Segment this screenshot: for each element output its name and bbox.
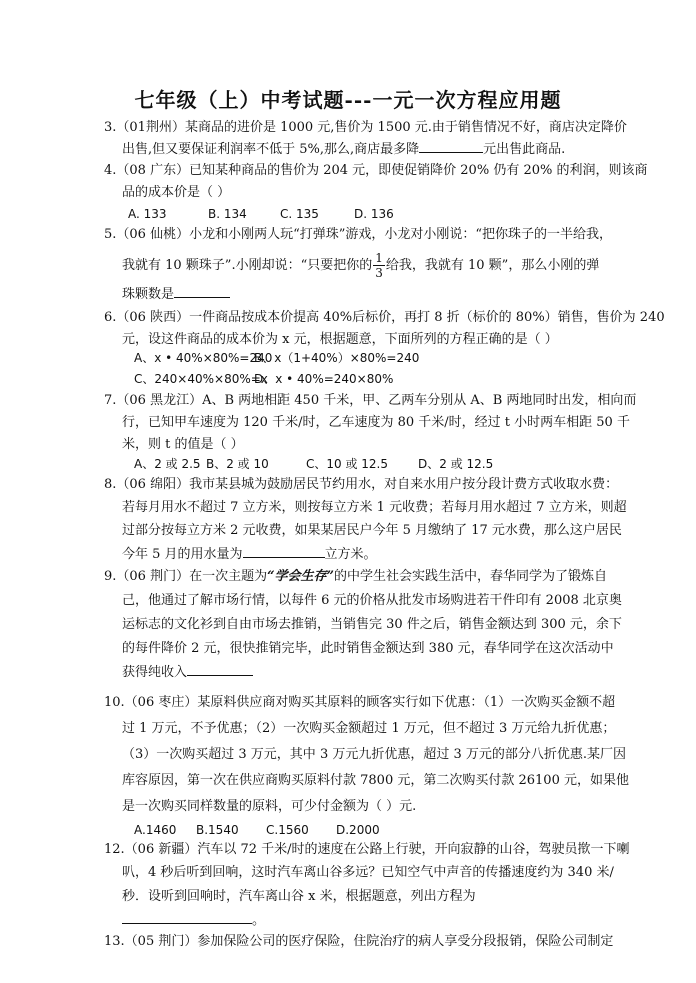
q6-option-a: A、x • 40%×80%=240: [134, 351, 273, 365]
q10-line-3: （3）一次购买超过 3 万元，其中 3 万元九折优惠，超过 3 万元的部分八折优惠.某厂因: [122, 747, 627, 762]
q9-line-4: 的每件降价 2 元，很快推销完毕，此时销售金额达到 380 元，春华同学在这次活动中: [122, 641, 614, 656]
q7-line-3: 米，则 t 的值是（ ）: [122, 437, 244, 452]
q6-option-d: D、x • 40%=240×80%: [254, 372, 394, 386]
q12-line-1: 12.（06 新疆）汽车以 72 千米/时的速度在公路上行驶，开向寂静的山谷，驾驶员揿一下喇: [104, 842, 630, 857]
q10-option-a: A.1460: [134, 823, 177, 837]
q8-line-2: 若每月用水不超过 7 立方米，则按每立方米 1 元收费；若每月用水超过 7 立方米，则超: [122, 500, 627, 515]
q4-option-a: A. 133: [128, 207, 167, 221]
q10-option-c: C.1560: [266, 823, 309, 837]
q5-line-2: 我就有 10 颗珠子”.小刚却说：“只要把你的 $\frac{1}{3}$ 给我，我就有 10 颗”，那么小刚的弹: [122, 251, 600, 280]
q7-line-2: 行，已知甲车速度为 120 千米/时，乙车速度为 80 千米/时，经过 t 小时两车相距 50 千: [122, 415, 630, 430]
q8-line-3: 过部分按每立方米 2 元收费，如果某居民户今年 5 月缴纳了 17 元水费，那么这户居民: [122, 523, 622, 538]
q7-option-c: C、10 或 12.5: [306, 457, 388, 471]
answer-blank: [174, 285, 230, 298]
q9-line-1: 9.（06 荆门）在一次主题为“学会生存”的中学生社会实践生活中，春华同学为了锻炼自: [104, 569, 608, 584]
q10-option-d: D.2000: [336, 823, 380, 837]
q3-line-2: 出售,但又要保证利润率不低于 5%,那么,商店最多降 元出售此商品.: [122, 142, 566, 157]
answer-blank: [243, 545, 325, 558]
q5-line-1: 5.（06 仙桃）小龙和小刚两人玩“打弹珠”游戏，小龙对小刚说：“把你珠子的一半给我，: [104, 227, 613, 242]
q12-line-2: 叭，4 秒后听到回响，这时汽车离山谷多远？已知空气中声音的传播速度约为 340 米/: [122, 865, 614, 880]
q7-line-1: 7.（06 黑龙江）A、B 两地相距 450 千米，甲、乙两车分别从 A、B 两地同时出发，相向而: [104, 393, 637, 408]
emphasized-theme: “学会生存”: [267, 569, 335, 584]
q8-line-4: 今年 5 月的用水量为 立方米。: [122, 547, 377, 562]
q6-option-c: C、240×40%×80%=x: [134, 372, 268, 386]
q7-option-d: D、2 或 12.5: [418, 457, 494, 471]
fraction-one-third: $\frac{1}{3}$: [375, 251, 383, 280]
q4-line-2: 品的成本价是（ ）: [122, 185, 231, 200]
q13-line-1: 13.（05 荆门）参加保险公司的医疗保险，住院治疗的病人享受分段报销，保险公司制定: [104, 934, 614, 949]
q6-line-1: 6.（06 陕西）一件商品按成本价提高 40%后标价，再打 8 折（标价的 80%）销售，售价为 240: [104, 310, 665, 325]
answer-blank: [187, 663, 253, 676]
q8-line-1: 8.（06 绵阳）我市某县城为鼓励居民节约用水，对自来水用户按分段计费方式收取水费：: [104, 477, 619, 492]
q10-line-4: 库容原因，第一次在供应商购买原料付款 7800 元，第二次购买付款 26100 元，如果他: [122, 773, 629, 788]
q10-option-b: B.1540: [196, 823, 239, 837]
q3-line-1: 3.（01荆州）某商品的进价是 1000 元,售价为 1500 元.由于销售情况不好，商店决定降价: [104, 120, 627, 135]
q7-option-a: A、2 或 2.5: [134, 457, 201, 471]
q6-line-2: 元，设这件商品的成本价为 x 元，根据题意，下面所列的方程正确的是（ ）: [122, 332, 558, 347]
answer-blank: [419, 140, 483, 153]
q9-line-3: 运标志的文化衫到自由市场去推销，当销售完 30 件之后，销售金额达到 300 元，余下: [122, 617, 622, 632]
q6-option-b: B、x（1+40%）×80%=240: [254, 351, 420, 365]
q4-option-b: B. 134: [208, 207, 247, 221]
q10-line-5: 是一次购买同样数量的原料，可少付金额为（ ）元.: [122, 799, 417, 814]
q5-line-3: 珠颗数是: [122, 285, 230, 304]
q4-line-1: 4.（08 广东）已知某种商品的售价为 204 元，即使促销降价 20% 仍有 20% 的利润，则该商: [104, 163, 648, 178]
q4-option-c: C. 135: [280, 207, 319, 221]
q10-line-2: 过 1 万元，不予优惠；（2）一次购买金额超过 1 万元，但不超过 3 万元给九折优惠；: [122, 721, 616, 736]
q9-line-2: 己，他通过了解市场行情，以每件 6 元的价格从批发市场购进若干件印有 2008 北京奥: [122, 593, 622, 608]
q9-line-5: 获得纯收入: [122, 663, 253, 682]
q4-option-d: D. 136: [354, 207, 394, 221]
page-title: 七年级（上）中考试题---一元一次方程应用题: [134, 88, 562, 112]
answer-blank: [122, 911, 252, 924]
q12-line-4: 。: [122, 911, 265, 930]
q7-option-b: B、2 或 10: [206, 457, 269, 471]
q10-line-1: 10.（06 枣庄）某原料供应商对购买其原料的顾客实行如下优惠：（1）一次购买金额不超: [104, 695, 616, 710]
q12-line-3: 秒．设听到回响时，汽车离山谷 x 米，根据题意，列出方程为: [122, 889, 476, 904]
